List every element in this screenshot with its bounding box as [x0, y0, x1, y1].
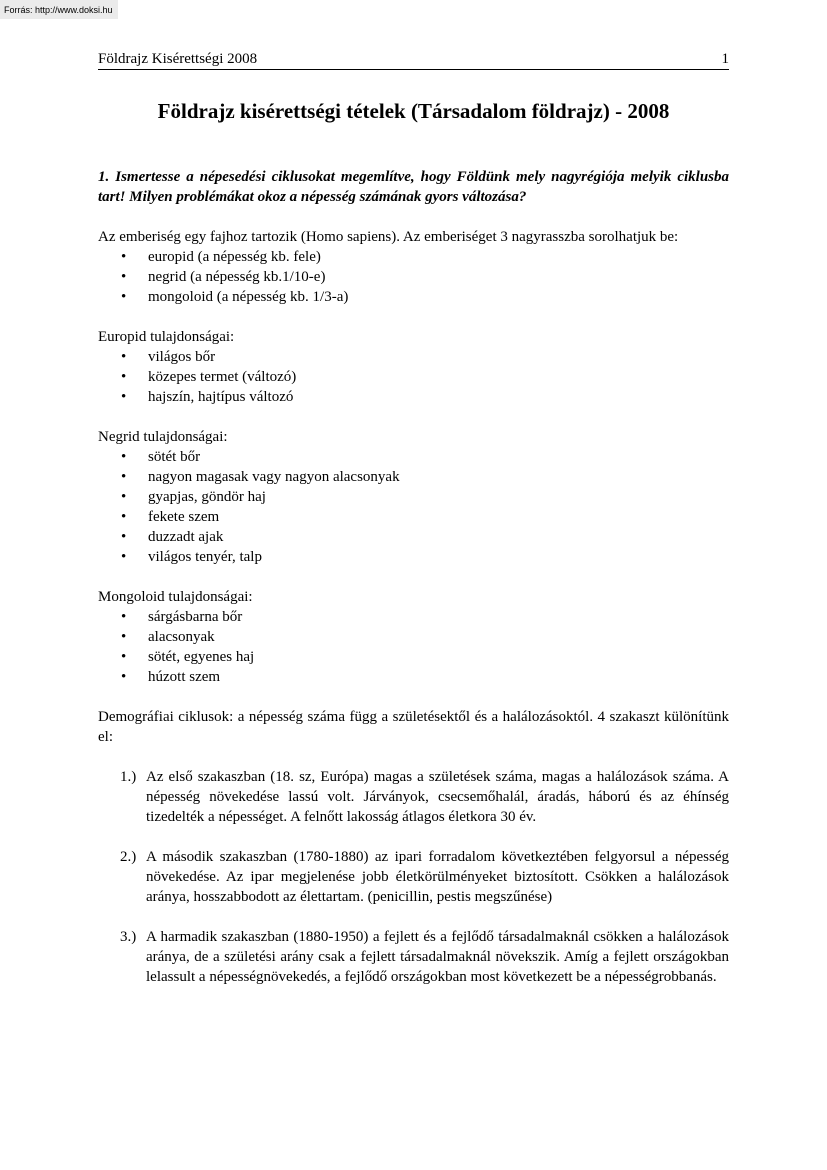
- europid-heading: Europid tulajdonságai:: [98, 329, 235, 345]
- negrid-list: [98, 447, 729, 567]
- intro-paragraph: Az emberiség egy fajhoz tartozik (Homo sapiens). Az emberiséget 3 nagyrasszba sorolhatjuk be:: [98, 229, 679, 245]
- stage-text: A második szakaszban (1780-1880) az ipari forradalom következtében felgyorsul a népesség növekedése. Az ipar megjelenése jobb életkörülményeket biztosított. Csökken a halálozások aránya, hosszabbodott az élettartam. (penicillin, pestis megszűnése): [146, 849, 729, 905]
- stage-number: 2.): [120, 849, 137, 865]
- list-item-text: világos bőr: [148, 349, 216, 365]
- list-item: [121, 547, 729, 567]
- bullet-icon: •: [121, 489, 127, 505]
- bullet-icon: •: [121, 669, 127, 685]
- document-title: Földrajz kisérettségi tételek (Társadalom földrajz) - 2008: [157, 99, 670, 123]
- list-item-text: fekete szem: [148, 509, 220, 525]
- list-item-text: sötét bőr: [148, 449, 201, 465]
- bullet-icon: •: [121, 549, 127, 565]
- list-item-text: europid (a népesség kb. fele): [148, 249, 321, 265]
- bullet-icon: •: [121, 529, 127, 545]
- list-item: [121, 507, 729, 527]
- stage-text: Az első szakaszban (18. sz, Európa) magas a születések száma, magas a halálozások száma. A népesség növekedése lassú volt. Járványok, csecsemőhalál, áradás, háború és az éhínség tizedelték a népességet. A felnőtt lakosság átlagos életkora 30 év.: [146, 769, 729, 825]
- list-item-text: negrid (a népesség kb.1/10-e): [148, 269, 326, 285]
- stage-number: 3.): [120, 929, 137, 945]
- list-item: [121, 447, 729, 467]
- document-body: [98, 97, 729, 987]
- bullet-icon: •: [121, 629, 127, 645]
- list-item: [121, 367, 729, 387]
- bullet-icon: •: [121, 449, 127, 465]
- race-list: [98, 247, 729, 307]
- running-header: [98, 50, 729, 70]
- list-item-text: nagyon magasak vagy nagyon alacsonyak: [148, 469, 400, 485]
- list-item-text: világos tenyér, talp: [148, 549, 262, 565]
- list-item: [121, 347, 729, 367]
- list-item: [121, 467, 729, 487]
- bullet-icon: •: [121, 369, 127, 385]
- page-number: 1: [721, 51, 729, 67]
- list-item-text: hajszín, hajtípus változó: [148, 389, 294, 405]
- list-item: [121, 527, 729, 547]
- list-item: [121, 607, 729, 627]
- list-item-text: közepes termet (változó): [148, 369, 297, 385]
- stage-item: [98, 767, 729, 827]
- list-item-text: sárgásbarna bőr: [148, 609, 243, 625]
- list-item: [121, 247, 729, 267]
- list-item: [121, 627, 729, 647]
- list-item-text: duzzadt ajak: [148, 529, 224, 545]
- bullet-icon: •: [121, 289, 127, 305]
- list-item-text: gyapjas, göndör haj: [148, 489, 266, 505]
- demographic-stages-list: [98, 767, 729, 987]
- list-item-text: sötét, egyenes haj: [148, 649, 255, 665]
- source-label: Forrás: http://www.doksi.hu: [0, 0, 118, 19]
- stage-number: 1.): [120, 769, 137, 785]
- header-title: Földrajz Kisérettségi 2008: [98, 51, 258, 67]
- list-item: [121, 487, 729, 507]
- exam-question: 1. Ismertesse a népesedési ciklusokat megemlítve, hogy Földünk mely nagyrégiója melyik ciklusba tart! Milyen problémákat okoz a népesség számának gyors változása?: [98, 169, 729, 205]
- list-item: [121, 267, 729, 287]
- mongoloid-list: [98, 607, 729, 687]
- list-item: [121, 387, 729, 407]
- bullet-icon: •: [121, 609, 127, 625]
- europid-list: [98, 347, 729, 407]
- bullet-icon: •: [121, 509, 127, 525]
- stage-text: A harmadik szakaszban (1880-1950) a fejlett és a fejlődő társadalmaknál csökken a halálozások aránya, de a születési arány csak a fejlett társadalmaknál növekszik. Amíg a fejlett országokban lelassult a népességnövekedés, a fejlődő országokban most következett be a népességrobbanás.: [146, 929, 729, 985]
- bullet-icon: •: [121, 269, 127, 285]
- list-item-text: mongoloid (a népesség kb. 1/3-a): [148, 289, 349, 305]
- bullet-icon: •: [121, 469, 127, 485]
- list-item: [121, 287, 729, 307]
- bullet-icon: •: [121, 389, 127, 405]
- stage-item: [98, 927, 729, 987]
- stage-item: [98, 847, 729, 907]
- list-item: [121, 667, 729, 687]
- list-item-text: húzott szem: [148, 669, 221, 685]
- bullet-icon: •: [121, 349, 127, 365]
- list-item-text: alacsonyak: [148, 629, 215, 645]
- bullet-icon: •: [121, 649, 127, 665]
- negrid-heading: Negrid tulajdonságai:: [98, 429, 228, 445]
- demography-paragraph: Demográfiai ciklusok: a népesség száma függ a születésektől és a halálozásoktól. 4 szakaszt különítünk el:: [98, 709, 729, 745]
- bullet-icon: •: [121, 249, 127, 265]
- list-item: [121, 647, 729, 667]
- mongoloid-heading: Mongoloid tulajdonságai:: [98, 589, 253, 605]
